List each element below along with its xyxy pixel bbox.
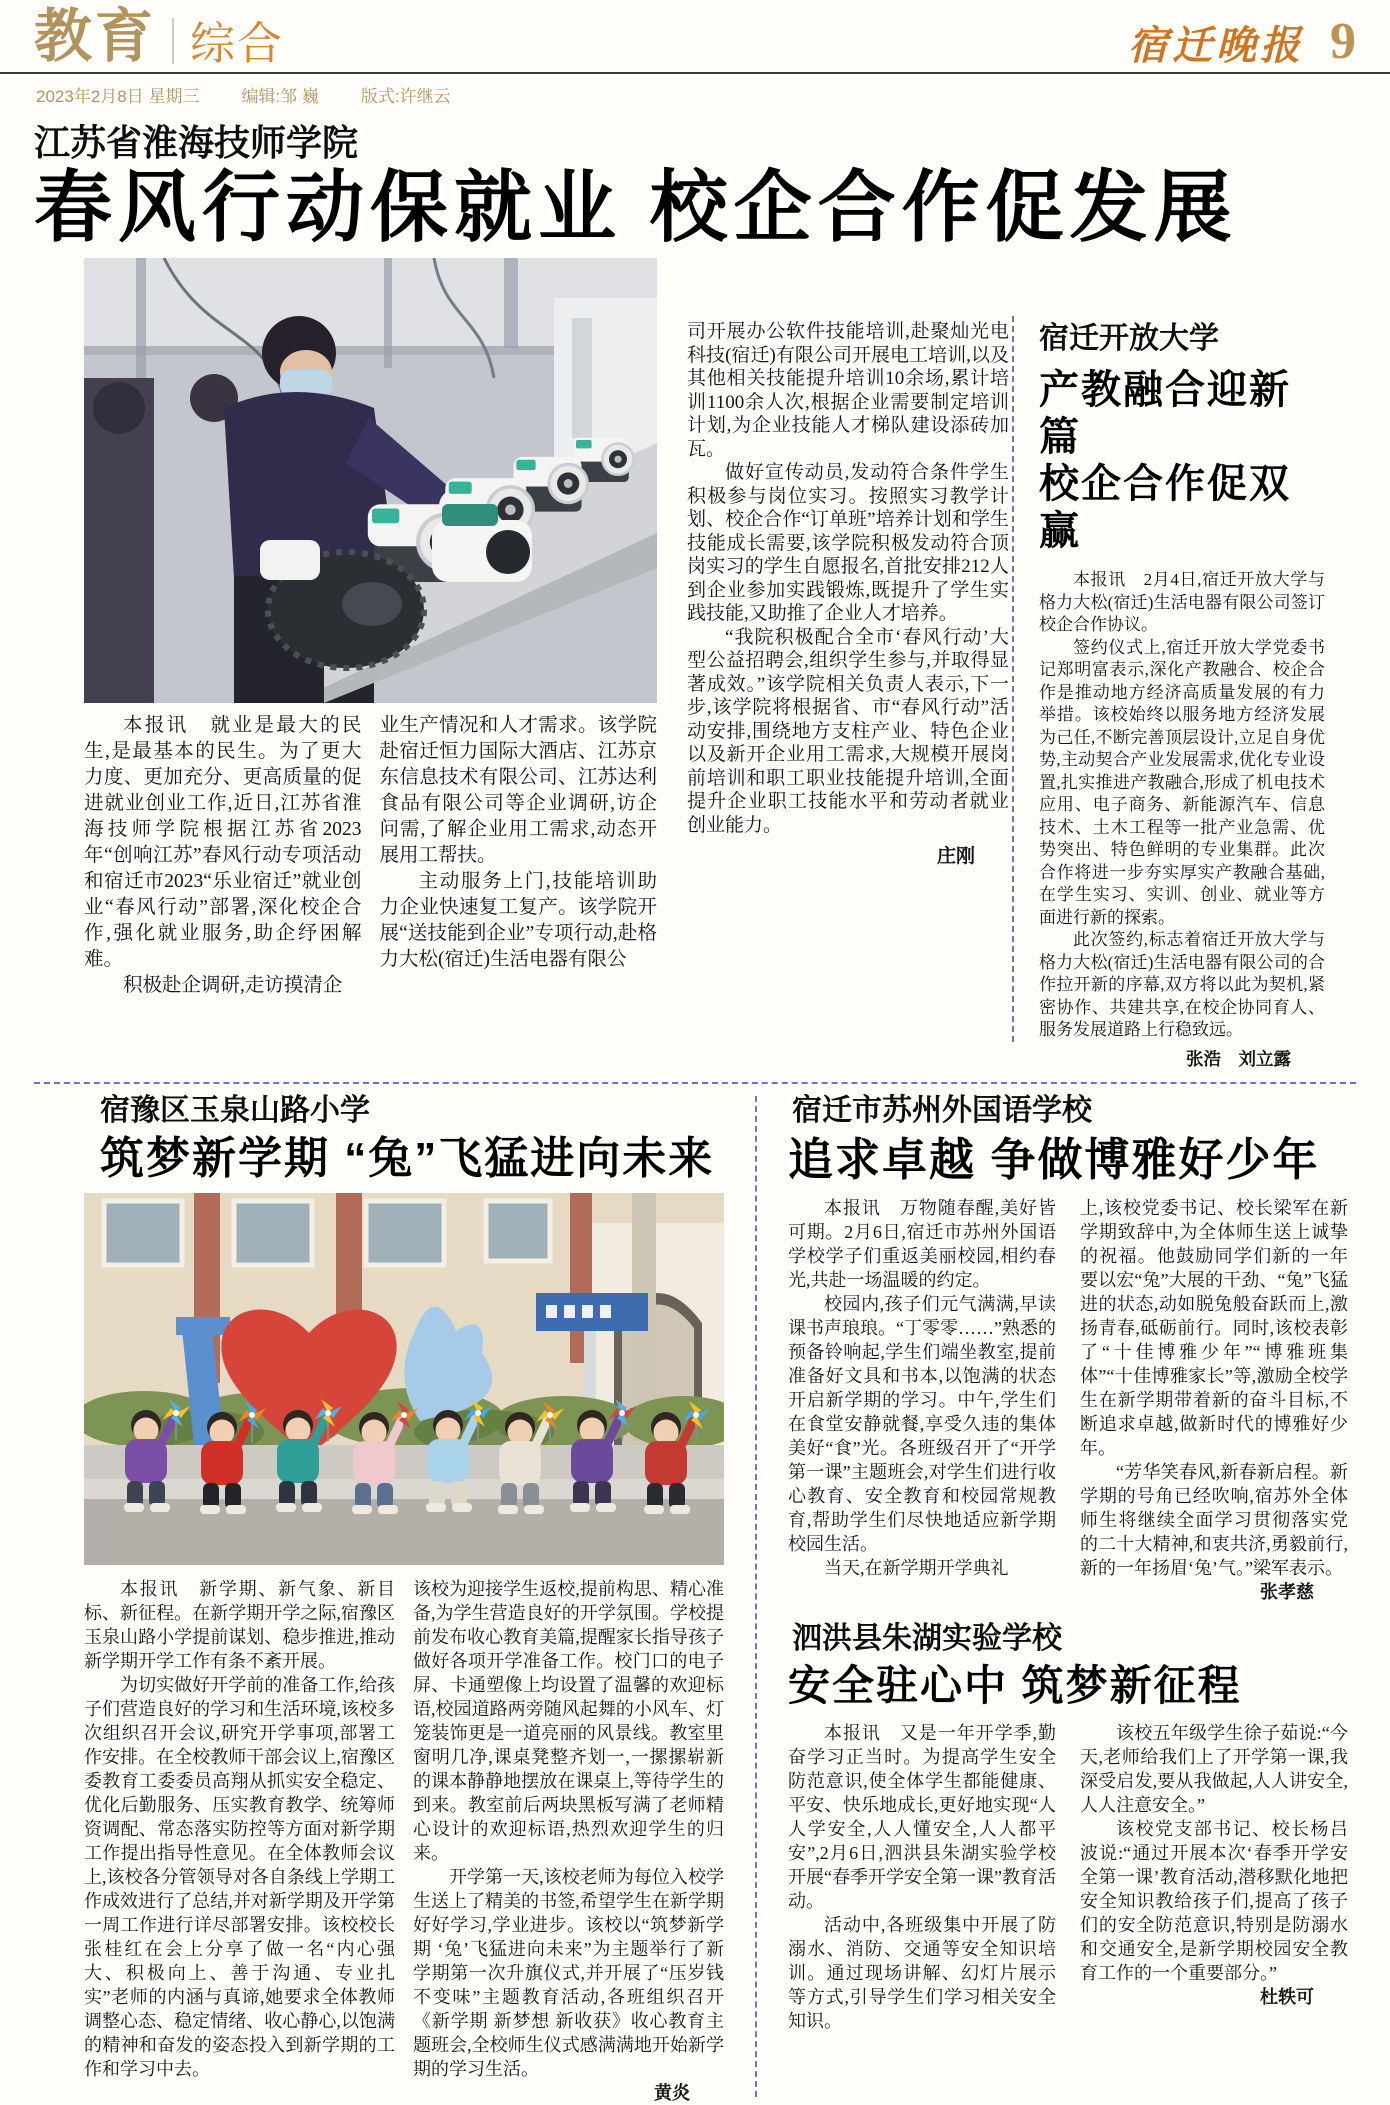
byline: 张浩 刘立露 <box>1186 1048 1291 1069</box>
body-paragraph: 为切实做好开学前的准备工作,给孩子们营造良好的学习和生活环境,该校多次组织召开会议,研究开学事项,部署工作安排。在全校教师干部会议上,宿豫区委教育工委委员高翔从抓实安全稳定、优化后勤服务、压实教育教学、统筹师资调配、常态落实防控等方面对新学期工作提出指导性意见。在全体教师会议上,该校各分管领导对各自条线上学期工作成效进行了总结,并对新学期及开学第一周工作进行详尽部署安排。该校校长张桂红在会上分享了做一名“内心强大、积极向上、善于沟通、专业扎实”老师的内涵与真谛,她要求全体教师调整心态、稳定情绪、收心静心,以饱满的精神和奋发的姿态投入到新学期的工作和学习中去。 <box>84 1675 395 2080</box>
article-huaihai <box>34 121 1356 1070</box>
body-paragraph: “芳华笑春风,新春新启程。新学期的号角已经吹响,宿苏外全体师生将继续全面学习贯彻落实党的二十大精神,和衷共济,勇毅前行,新的一年扬眉‘兔’气。”梁军表示。 <box>1080 1462 1348 1579</box>
body-paragraph: 本报讯 2月4日,宿迁开放大学与格力大松(宿迁)生活电器有限公司签订校企合作协议。 <box>1039 570 1325 635</box>
body-paragraph: 本报讯 万物随春醒,美好皆可期。2月6日,宿迁市苏州外国语学校学子们重返美丽校园,相约春光,共赴一场温暖的约定。 <box>788 1198 1056 1291</box>
body-paragraph: “我院积极配合全市‘春风行动’大型公益招聘会,组织学生参与,并取得显著成效。”该学院相关负责人表示,下一步,该学院将根据省、市“春风行动”活动安排,围绕地方支柱产业、特色企业以及新开企业用工需求,大规模开展岗前培训和职工职业技能提升培训,全面提升企业职工技能水平和劳动者就业创业能力。 <box>687 626 1009 836</box>
body-paragraph: 本报讯 新学期、新气象、新目标、新征程。在新学期开学之际,宿豫区玉泉山路小学提前谋划、稳步推进,推动新学期开学工作有条不紊开展。 <box>84 1579 395 1672</box>
byline: 黄炎 <box>654 2083 690 2104</box>
body-paragraph: 签约仪式上,宿迁开放大学党委书记郑明富表示,深化产教融合、校企合作是推动地方经济高质量发展的有力举措。该校始终以服务地方经济发展为己任,不断完善顶层设计,立足自身优势,主动契合产业发展需求,优化专业设置,扎实推进产教融合,形成了机电技术应用、电子商务、新能源汽车、信息技术、土木工程等一批产业急需、优势突出、特色鲜明的专业集群。此次合作将进一步夯实厚实产教融合基础,在学生实习、实训、创业、就业等方面进行新的探索。 <box>1039 637 1325 927</box>
article-headline: 春风行动保就业 校企合作促发展 <box>34 163 1238 252</box>
yuquan-column-1 <box>84 1577 395 2105</box>
layout-credit: 版式:许继云 <box>360 87 451 106</box>
article-left-zone <box>84 258 657 1070</box>
yuquan-column-2 <box>413 1577 724 2105</box>
horizontal-dashed-divider <box>34 1082 1356 1084</box>
article-headline: 追求卓越 争做博雅好少年 <box>788 1133 1320 1185</box>
huaihai-column-2 <box>380 713 658 999</box>
article-kicker: 江苏省淮海技师学院 <box>34 122 359 163</box>
article-headline <box>1039 367 1325 556</box>
headline-line-2: 校企合作促双赢 <box>1039 462 1291 554</box>
body-paragraph: 开学第一天,该校老师为每位入校学生送上了精美的书签,希望学生在新学期好好学习,学业进步。该校以“筑梦新学期 ‘兔’飞猛进向未来”为主题举行了新学期第一次升旗仪式,并开展了“压岁钱不变味”主题教育活动,各班组织召开《新学期 新梦想 新收获》收心教育主题班会,全校师生仪式感满满地开始新学期的学习生活。 <box>413 1867 724 2080</box>
body-paragraph: 此次签约,标志着宿迁开放大学与格力大松(宿迁)生活电器有限公司的合作拉开新的序幕,双方将以此为契机,紧密协作、共建共享,在校企协同育人、服务发展道路上行稳致远。 <box>1039 930 1325 1040</box>
huaihai-column-3 <box>687 258 1009 1070</box>
masthead-logo: 宿迁晚报 <box>1128 23 1304 68</box>
article-suwai <box>788 1094 1348 1604</box>
body-paragraph: 司开展办公软件技能培训,赴聚灿光电科技(宿迁)有限公司开展电工培训,以及其他相关技能提升培训10余场,累计培训1100余人次,根据企业需要制定培训计划,为企业技能人才梯队建设添砖加瓦。 <box>687 321 1009 460</box>
children-with-pinwheels-photo <box>84 1193 724 1565</box>
body-paragraph: 本报讯 又是一年开学季,勤奋学习正当时。为提高学生安全防范意识,使全体学生都能健康、平安、快乐地成长,更好地实现“人人学安全,人人懂安全,人人都平安”,2月6日,泗洪县朱湖实验学校开展“春季开学安全第一课”教育活动。 <box>788 1723 1056 1912</box>
headline-line-1: 产教融合迎新篇 <box>1039 367 1291 459</box>
zhuhu-column-1 <box>788 1721 1056 2033</box>
article-headline: 筑梦新学期 “兔”飞猛进向未来 <box>100 1133 715 1183</box>
bottom-right-zone <box>788 1094 1348 2105</box>
body-paragraph: 该校五年级学生徐子茹说:“今天,老师给我们上了开学第一课,我深受启发,要从我做起,人人讲安全,人人注意安全。” <box>1080 1723 1348 1816</box>
zhuhu-column-2 <box>1080 1721 1348 2033</box>
body-paragraph: 积极赴企调研,走访摸清企 <box>123 975 343 997</box>
article-headline: 安全驻心中 筑梦新征程 <box>788 1661 1242 1709</box>
body-paragraph: 业生产情况和人才需求。该学院赴宿迁恒力国际大酒店、江苏京东信息技术有限公司、江苏达利食品有限公司等企业调研,访企问需,了解企业用工需求,动态开展用工帮扶。 <box>379 715 657 867</box>
body-paragraph: 活动中,各班级集中开展了防溺水、消防、交通等安全知识培训。通过现场讲解、幻灯片展示等方式,引导学生们学习相关安全知识。 <box>788 1915 1056 2032</box>
masthead-block <box>1128 13 1356 71</box>
byline: 张孝慈 <box>1260 1582 1314 1603</box>
section-subtitle: 综合 <box>190 18 285 69</box>
body-paragraph: 主动服务上门,技能培训助力企业快速复工复产。该学院开展“送技能到企业”专项行动,赴格力大松(宿迁)生活电器有限公 <box>379 871 657 971</box>
article-kicker: 泗洪县朱湖实验学校 <box>792 1622 1062 1656</box>
body-paragraph: 本报讯 就业是最大的民生,是最基本的民生。为了更大力度、更加充分、更高质量的促进就业创业工作,近日,江苏省淮海技师学院根据江苏省2023年“创响江苏”春风行动专项活动和宿迁市2023“乐业宿迁”就业创业“春风行动”部署,深化校企合作,强化就业服务,助企纾困解难。 <box>84 715 362 971</box>
date-text: 2023年2月8日 星期三 <box>36 87 200 106</box>
editor-credit: 编辑:邹 巍 <box>241 87 319 106</box>
article-yuquan <box>84 1094 724 2105</box>
article-kicker: 宿豫区玉泉山路小学 <box>100 1094 370 1128</box>
suwai-column-1 <box>788 1196 1056 1604</box>
page-number: 9 <box>1330 13 1356 71</box>
page-header <box>34 0 1356 107</box>
section-title: 教育 <box>34 4 157 69</box>
byline: 杜轶可 <box>1260 1987 1314 2008</box>
date-line <box>34 74 1356 107</box>
body-paragraph: 校园内,孩子们元气满满,早读课书声琅琅。“丁零零……”熟悉的预备铃响起,学生们端坐教室,提前准备好文具和书本,以饱满的状态开启新学期的学习。中午,学生们在食堂安静就餐,享受久违的集体美好“食”光。各班级召开了“开学第一课”主题班会,对学生们进行收心教育、安全教育和校园常规教育,帮助学生们尽快地适应新学期校园生活。 <box>788 1294 1056 1555</box>
body-paragraph: 该校为迎接学生返校,提前构思、精心准备,为学生营造良好的开学氛围。学校提前发布收心教育美篇,提醒家长指导孩子做好各项开学准备工作。校门口的电子屏、卡通塑像上均设置了温馨的欢迎标语,校园道路两旁随风起舞的小风车、灯笼装饰更是一道亮丽的风景线。教室里窗明几净,课桌凳整齐划一,一摞摞崭新的课本静静地摆放在课桌上,等待学生的到来。教室前后两块黑板写满了老师精心设计的欢迎标语,热烈欢迎学生的归来。 <box>413 1579 724 1864</box>
body-paragraph: 该校党支部书记、校长杨吕波说:“通过开展本次‘春季开学安全第一课’教育活动,潜移默化地把安全知识教给孩子们,提高了孩子们的安全防范意识,特别是防溺水和交通安全,是新学期校园安全教育工作的一个重要部分。” <box>1080 1819 1348 1984</box>
vertical-dashed-divider <box>755 1096 757 2097</box>
byline: 庄刚 <box>936 846 975 868</box>
divider-bar <box>172 18 174 64</box>
article-kicker: 宿迁开放大学 <box>1039 322 1219 356</box>
body-paragraph: 当天,在新学期开学典礼 <box>824 1558 1009 1579</box>
article-zhuhu <box>788 1622 1348 2033</box>
factory-assembly-line-photo <box>84 258 657 703</box>
section-brand <box>34 4 285 69</box>
vertical-dashed-divider <box>1012 316 1014 1042</box>
body-paragraph: 做好宣传动员,发动符合条件学生积极参与岗位实习。按照实习教学计划、校企合作“订单班”培养计划和学生技能成长需要,该学院积极发动符合顶岗实习的学生自愿报名,首批安排212人到企业参加实践锻炼,既提升了学生实践技能,又助推了企业人才培养。 <box>687 462 1009 625</box>
article-kicker: 宿迁市苏州外国语学校 <box>792 1094 1092 1128</box>
huaihai-column-1 <box>84 713 362 999</box>
body-paragraph: 上,该校党委书记、校长梁军在新学期致辞中,为全体师生送上诚挚的祝福。他鼓励同学们新的一年要以宏“兔”大展的干劲、“兔”飞猛进的状态,动如脱兔般奋跃而上,激扬青春,砥砺前行。同时,该校表彰了“十佳博雅少年”“博雅班集体”“十佳博雅家长”等,激励全校学生在新学期带着新的奋斗目标,不断追求卓越,做新时代的博雅好少年。 <box>1080 1198 1348 1459</box>
suwai-column-2 <box>1080 1196 1348 1604</box>
article-kaifang <box>1039 258 1325 1070</box>
